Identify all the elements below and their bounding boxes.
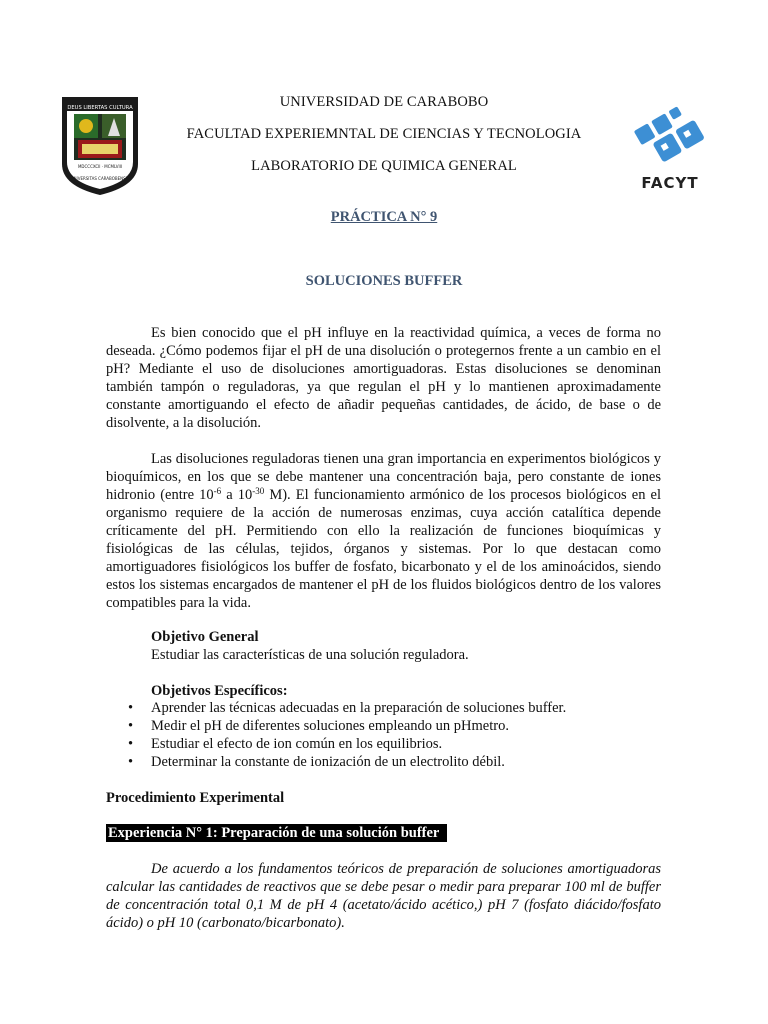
exponent-2: -30 [252,486,265,496]
list-item: • Aprender las técnicas adecuadas en la preparación de soluciones buffer. [128,700,567,716]
list-item: • Determinar la constante de ionización de un electrolito débil. [128,754,505,770]
faculty-name: FACULTAD EXPERIEMNTAL DE CIENCIAS Y TECNOLOGIA [186,126,582,142]
bullet-icon: • [128,754,134,770]
intro-paragraph: Es bien conocido que el pH influye en la reactividad química, a veces de forma no deseada. ¿Cómo podemos fijar el pH de una disolución o protegernos frente a un cambio en el pH? Mediante el uso de disoluciones amortiguadoras. Estas disoluciones se denominan también tampón o reguladoras, ya que regulan el pH y lo mantienen aproximadamente constante amortiguando el efecto de añadir pequeñas cantidades, de ácido, de base o de disolvente, a la disolución. [106,325,661,431]
facyt-logo-icon [628,100,712,194]
bullet-icon: • [128,718,134,734]
seal-motto: DEUS LIBERTAS CULTURA [67,105,133,111]
section-title: SOLUCIONES BUFFER [305,273,463,289]
general-objective-text: Estudiar las características de una solución reguladora. [151,647,469,663]
procedure-heading: Procedimiento Experimental [106,790,285,806]
experience-title-banner: Experiencia N° 1: Preparación de una solución buffer [106,824,447,842]
bullet-icon: • [128,736,134,752]
facyt-logo-text: FACYT [641,174,699,192]
importance-paragraph: Las disoluciones reguladoras tienen una gran importancia en experimentos biológicos y bioquímicos, en los que se debe mantener una concentración baja, pero constante de iones hidronio (entre $10^{-6}$ a $10^{-30}$ M). El funcionamiento armónico de los procesos biológicos en el organismo requiere de la acción de numerosas enzimas, cuya acción catalítica depende críticamente del pH. Permitiendo con ello la realización de funciones bioquímicas y fisiológicas de las células, tejidos, órganos y sistemas. Por lo que destacan como amortiguadores fisiológicos los buffer de fosfato, bicarbonato y el de los aminoácidos, siendo estos los sistemas encargados de mantener el pH de los fluidos biológicos dentro de los valores compatibles para la vida. [106,451,661,611]
list-item: • Medir el pH de diferentes soluciones empleando un pHmetro. [128,718,509,734]
experience-paragraph: De acuerdo a los fundamentos teóricos de preparación de soluciones amortiguadoras calcular las cantidades de reactivos que se debe pesar o medir para preparar 100 ml de buffer de concentración total 0,1 M de pH 4 (acetato/ácido acético,) pH 7 (fosfato diácido/fosfato ácido) o pH 10 (carbonato/bicarbonato). [106,861,661,931]
bullet-icon: • [128,700,134,716]
list-item: • Estudiar el efecto de ion común en los equilibrios. [128,736,443,752]
seal-ring-text: UNIVERSITAS CARABOBENSIS [70,176,130,181]
exponent-1: -6 [213,486,222,496]
university-name: UNIVERSIDAD DE CARABOBO [279,94,489,110]
practice-title: PRÁCTICA N° 9 [330,209,438,225]
laboratory-name: LABORATORIO DE QUIMICA GENERAL [251,158,517,174]
specific-objectives-heading: Objetivos Específicos: [151,683,288,699]
general-objective-heading: Objetivo General [151,629,259,645]
specific-objectives-list [106,699,666,771]
general-objective [151,628,671,664]
seal-years: MDCCCXCII · MCMLVIII [77,164,123,169]
